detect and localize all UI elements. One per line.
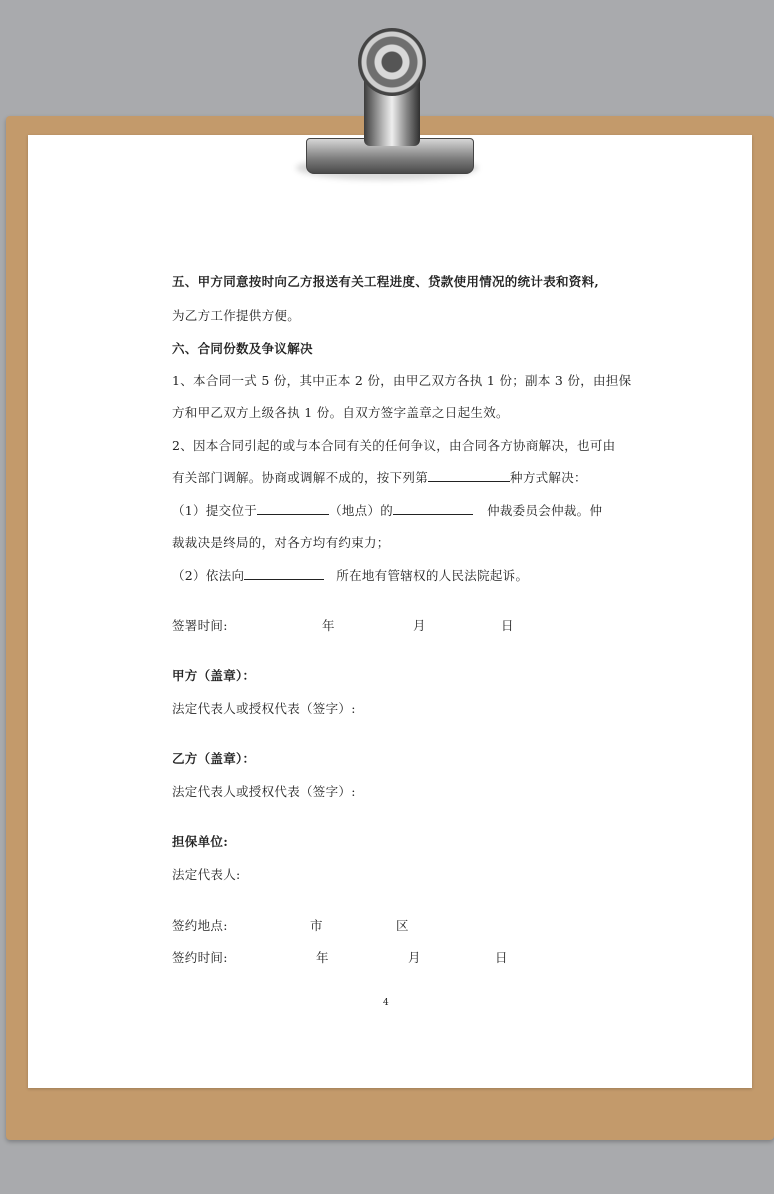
sign-place-city: 市 xyxy=(310,918,323,933)
sign-time-year: 年 xyxy=(322,618,335,633)
location-blank[interactable] xyxy=(257,503,329,515)
court-line xyxy=(172,566,528,584)
guarantor-title: 担保单位: xyxy=(172,834,229,849)
arbitration-commission-blank[interactable] xyxy=(393,503,473,515)
clause-6-item-2-line-1: 2、因本合同引起的或与本合同有关的任何争议，由合同各方协商解决，也可由 xyxy=(172,438,616,453)
clause-text: 所在地有管辖权的人民法院起诉。 xyxy=(336,568,529,583)
clause-text: （地点）的 xyxy=(329,503,394,518)
clause-text: （1）提交位于 xyxy=(172,503,258,518)
sign-date-year: 年 xyxy=(316,950,329,965)
method-blank[interactable] xyxy=(428,470,510,482)
clause-text: （2）依法向 xyxy=(172,568,245,583)
clause-6-item-1-line-1: 1、本合同一式 5 份，其中正本 2 份，由甲乙双方各执 1 份；副本 3 份，由担保 xyxy=(172,373,632,388)
sign-date-month: 月 xyxy=(408,950,421,965)
party-a-title: 甲方（盖章）： xyxy=(172,668,256,683)
clause-text: 仲裁委员会仲裁。仲 xyxy=(487,503,603,518)
clause-text: 种方式解决： xyxy=(510,470,587,485)
sign-date-label: 签约时间: xyxy=(172,950,228,965)
clause-5-line-1: 五、甲方同意按时向乙方报送有关工程进度、贷款使用情况的统计表和资料, xyxy=(172,274,600,289)
court-location-blank[interactable] xyxy=(244,568,324,580)
sign-time-label: 签署时间: xyxy=(172,618,228,633)
party-b-title: 乙方（盖章）： xyxy=(172,751,256,766)
guarantor-rep: 法定代表人: xyxy=(172,867,241,882)
binder-clip-ring-icon xyxy=(358,28,426,96)
clause-5-line-2: 为乙方工作提供方便。 xyxy=(172,308,301,323)
sign-place-label: 签约地点: xyxy=(172,918,228,933)
sign-place-district: 区 xyxy=(396,918,409,933)
clause-6-item-1-line-2: 方和甲乙双方上级各执 1 份。自双方签字盖章之日起生效。 xyxy=(172,405,509,420)
party-b-rep: 法定代表人或授权代表（签字）: xyxy=(172,784,356,799)
sign-time-month: 月 xyxy=(413,618,426,633)
clause-6-item-2-line-2 xyxy=(172,468,587,486)
sign-date-day: 日 xyxy=(495,950,508,965)
party-a-rep: 法定代表人或授权代表（签字）: xyxy=(172,701,356,716)
arbitration-line xyxy=(172,501,602,519)
sign-time-day: 日 xyxy=(501,618,514,633)
clause-6-heading: 六、合同份数及争议解决 xyxy=(172,341,313,356)
page-number: 4 xyxy=(383,998,389,1008)
arbitration-line-2: 裁裁决是终局的，对各方均有约束力； xyxy=(172,535,390,550)
clause-text: 有关部门调解。协商或调解不成的，按下列第 xyxy=(172,470,429,485)
